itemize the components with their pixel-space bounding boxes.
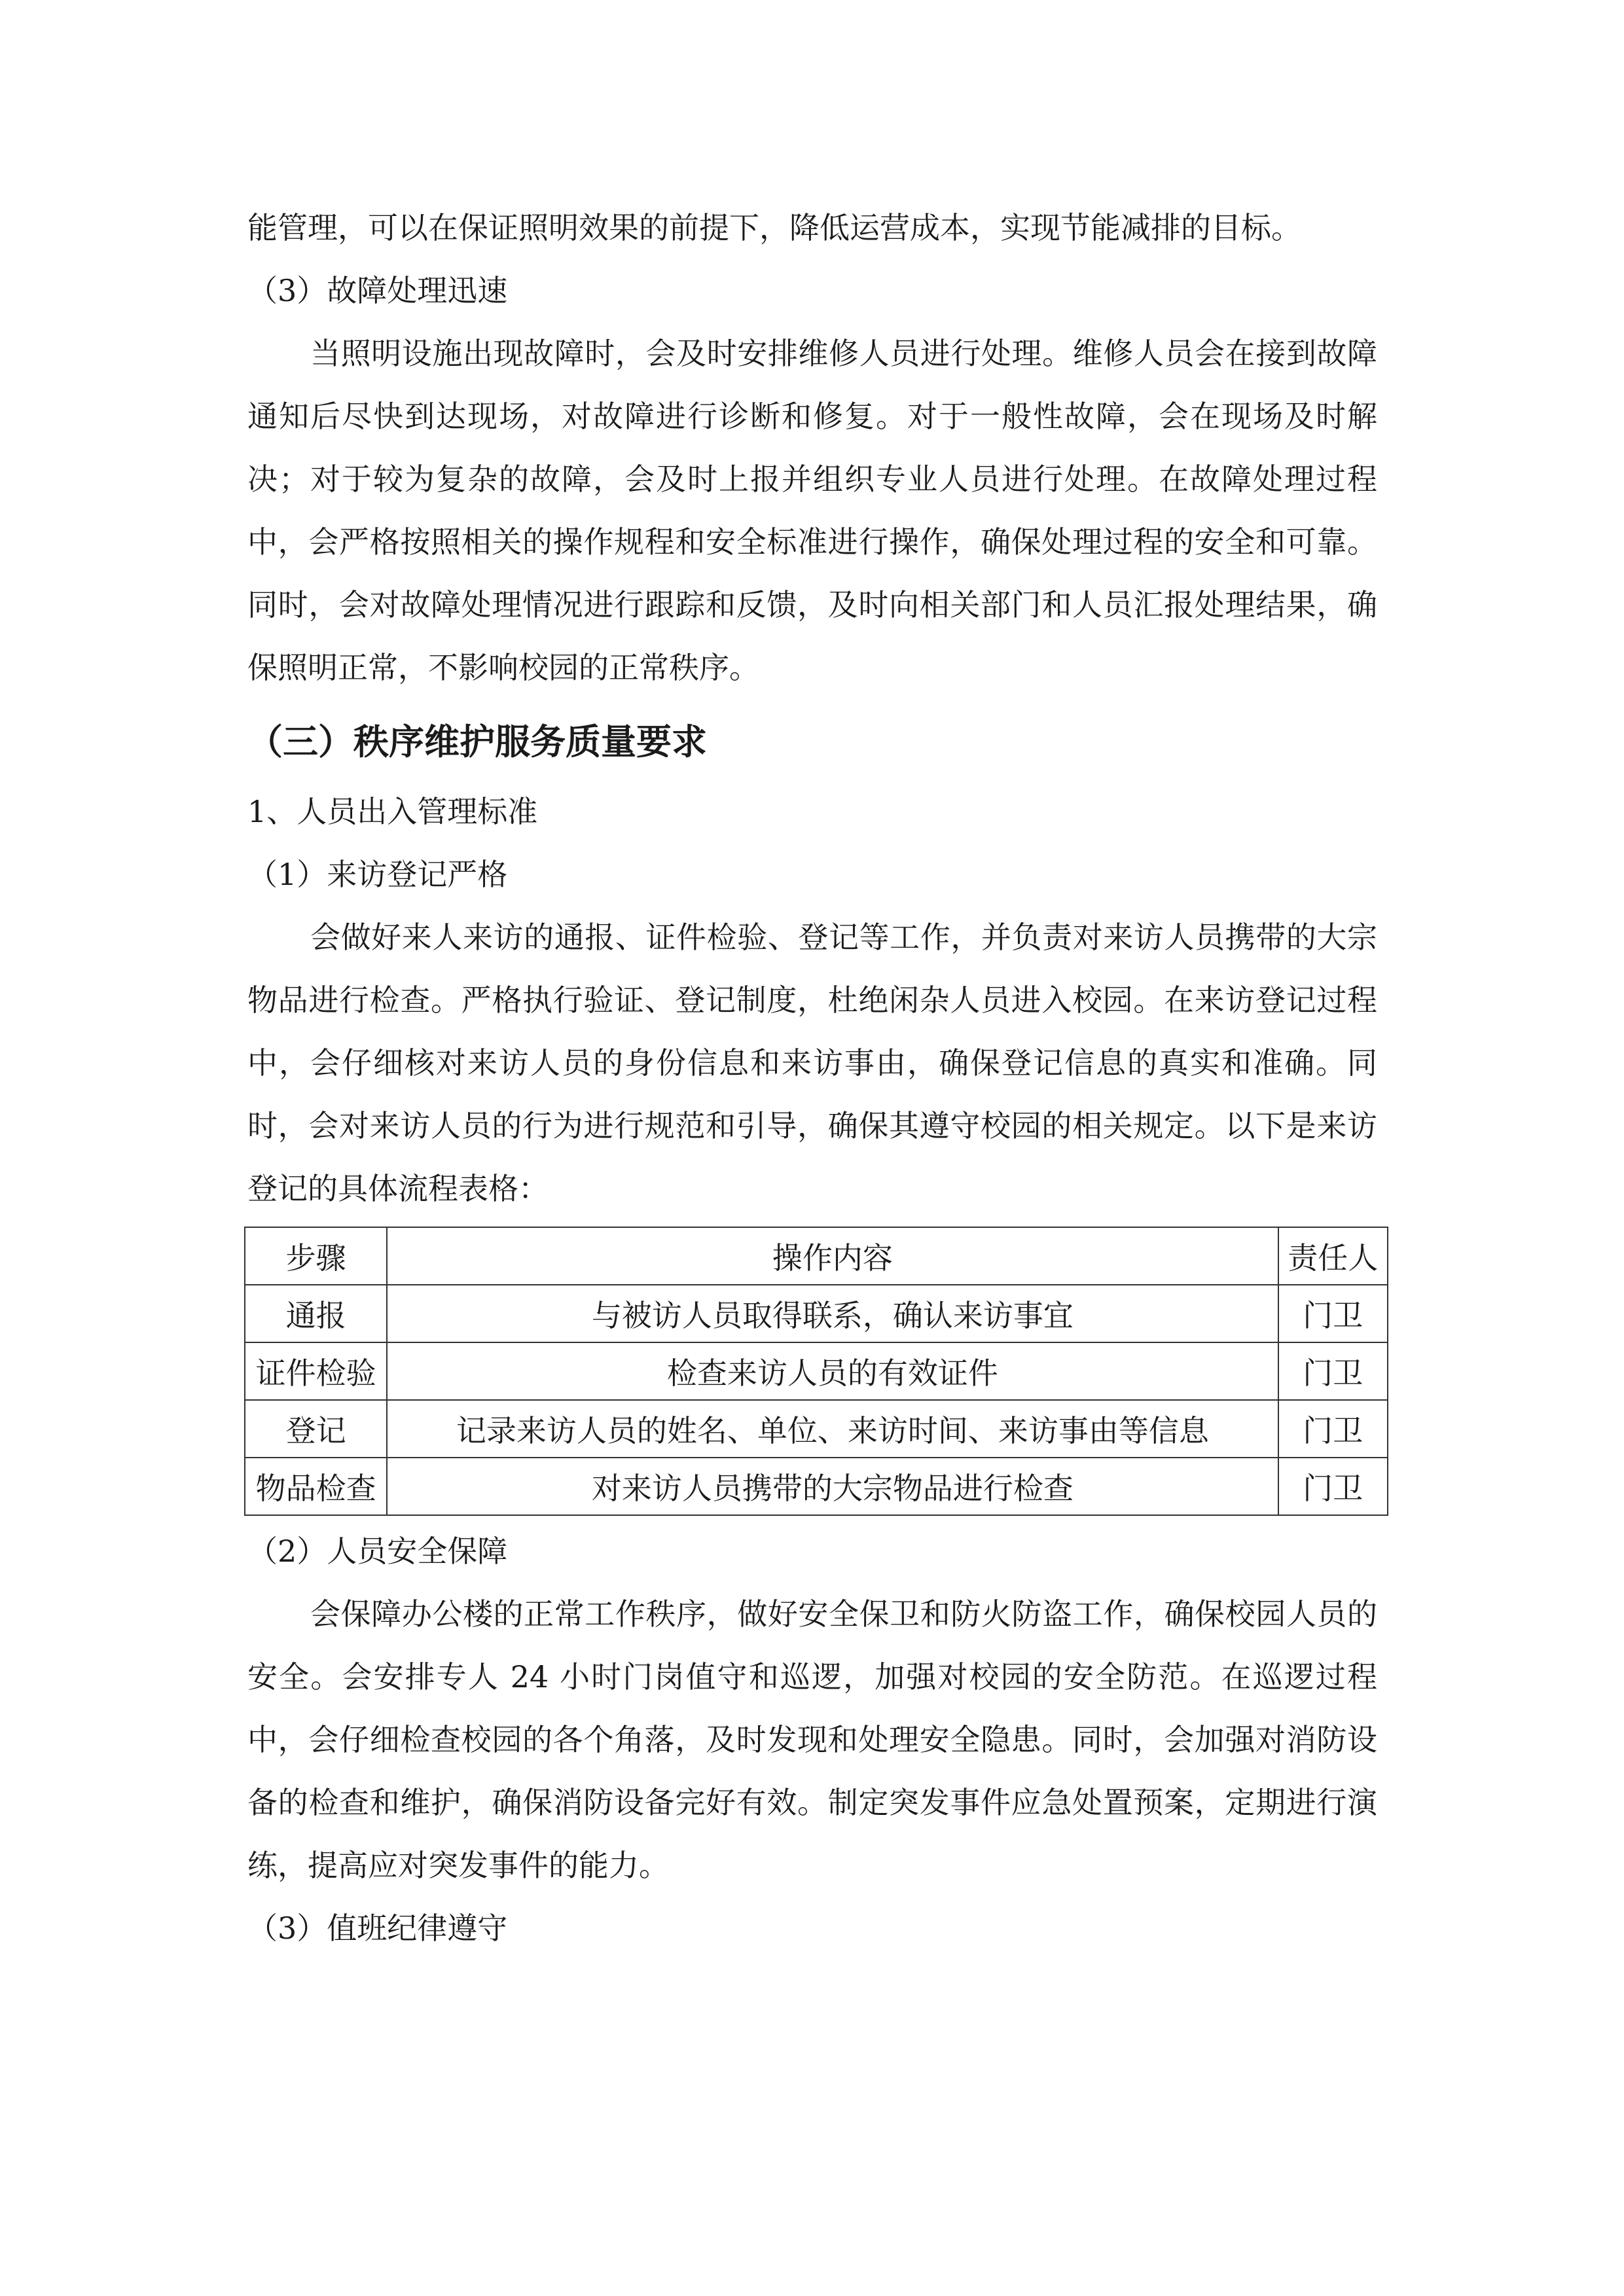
heading-entry-management: 1、人员出入管理标准 [247, 794, 538, 829]
table-header-content: 操作内容 [387, 1227, 1278, 1285]
table-header-row [245, 1227, 1388, 1285]
table-row [245, 1285, 1388, 1342]
table-cell-step: 物品检查 [245, 1458, 387, 1515]
table-row [245, 1400, 1388, 1458]
paragraph-visitor-registration: 会做好来人来访的通报、证件检验、登记等工作，并负责对来访人员携带的大宗物品进行检查。严格执行验证、登记制度，杜绝闲杂人员进入校园。在来访登记过程中，会仔细核对来访人员的身份信息和来访事由，确保登记信息的真实和准确。同时，会对来访人员的行为进行规范和引导，确保其遵守校园的相关规定。以下是来访登记的具体流程表格： [247, 920, 1377, 1206]
subheading-fault-handling: （3）故障处理迅速 [247, 273, 508, 308]
subheading-personnel-safety: （2）人员安全保障 [247, 1534, 508, 1569]
table-header-responsible: 责任人 [1278, 1227, 1388, 1285]
table-cell-content: 记录来访人员的姓名、单位、来访时间、来访事由等信息 [387, 1400, 1278, 1458]
table-cell-step: 登记 [245, 1400, 387, 1458]
subheading-visitor-registration: （1）来访登记严格 [247, 857, 508, 892]
paragraph-fault-handling: 当照明设施出现故障时，会及时安排维修人员进行处理。维修人员会在接到故障通知后尽快到达现场，对故障进行诊断和修复。对于一般性故障，会在现场及时解决；对于较为复杂的故障，会及时上报并组织专业人员进行处理。在故障处理过程中，会严格按照相关的操作规程和安全标准进行操作，确保处理过程的安全和可靠。同时，会对故障处理情况进行跟踪和反馈，及时向相关部门和人员汇报处理结果，确保照明正常，不影响校园的正常秩序。 [247, 336, 1377, 685]
table-cell-responsible: 门卫 [1278, 1458, 1388, 1515]
paragraph-personnel-safety: 会保障办公楼的正常工作秩序，做好安全保卫和防火防盗工作，确保校园人员的安全。会安排专人 24 小时门岗值守和巡逻，加强对校园的安全防范。在巡逻过程中，会仔细检查校园的各个角落，及时发现和处理安全隐患。同时，会加强对消防设备的检查和维护，确保消防设备完好有效。制定突发事件应急处置预案，定期进行演练，提高应对突发事件的能力。 [247, 1596, 1377, 1883]
table-cell-step: 通报 [245, 1285, 387, 1342]
table-header-step: 步骤 [245, 1227, 387, 1285]
table-row [245, 1342, 1388, 1400]
table-cell-responsible: 门卫 [1278, 1400, 1388, 1458]
paragraph-lighting-energy: 能管理，可以在保证照明效果的前提下，降低运营成本，实现节能减排的目标。 [247, 210, 1301, 245]
table-cell-content: 检查来访人员的有效证件 [387, 1342, 1278, 1400]
table-cell-content: 与被访人员取得联系，确认来访事宜 [387, 1285, 1278, 1342]
table-cell-content: 对来访人员携带的大宗物品进行检查 [387, 1458, 1278, 1515]
table-row [245, 1458, 1388, 1515]
visitor-registration-table [244, 1227, 1388, 1516]
table-cell-responsible: 门卫 [1278, 1285, 1388, 1342]
subheading-duty-discipline: （3）值班纪律遵守 [247, 1910, 508, 1946]
table-cell-step: 证件检验 [245, 1342, 387, 1400]
document-content [247, 196, 1377, 1960]
table-cell-responsible: 门卫 [1278, 1342, 1388, 1400]
section-heading-order-maintenance: （三）秩序维护服务质量要求 [247, 721, 707, 762]
